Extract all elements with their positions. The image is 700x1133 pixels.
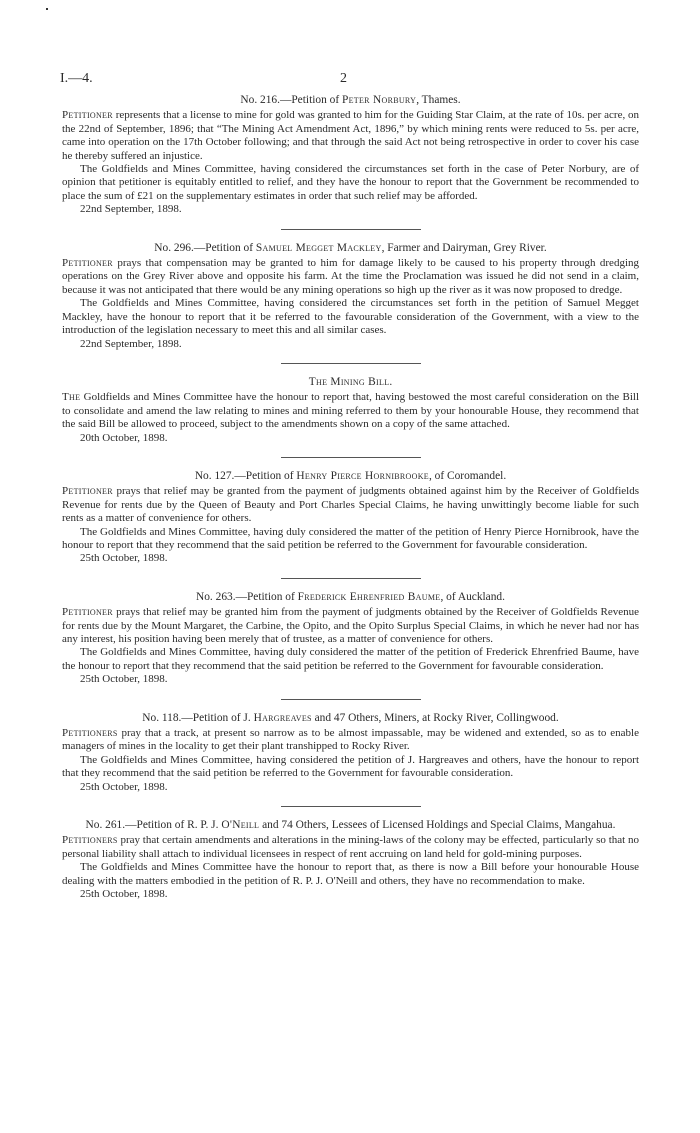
committee-report: The Goldfields and Mines Committee have the honour to report that, as there is now a Bill before your honourable House dealing with the matters embodied in the petition of R. P. J. O'Neill and others, they have no recommendation to make. xyxy=(62,861,639,887)
section-divider xyxy=(281,578,421,579)
report-date: 20th October, 1898. xyxy=(80,431,168,444)
section-title: No. 263.—Petition of Frederick Ehrenfried Baume, of Auckland. xyxy=(196,590,505,603)
petition-118 xyxy=(62,712,639,794)
section-divider xyxy=(281,229,421,230)
petition-statement: Petitioner prays that relief may be granted from the payment of judgments obtained against him by the Receiver of Goldfields Revenue for rents due by the Queen of Beauty and Port Charles Special Claims, he having unwittingly become liable for such rents as a matter of convenience for others. xyxy=(62,485,640,525)
section-divider xyxy=(281,363,421,364)
petition-statement: Petitioners pray that certain amendments and alterations in the mining-laws of the colony may be effected, particularly so that no personal liability shall attach to individual licensees in respect of rent accruing on land held for gold-mining purposes. xyxy=(62,834,640,860)
section-title: No. 118.—Petition of J. Hargreaves and 47 Others, Miners, at Rocky River, Collingwood. xyxy=(142,711,559,724)
document-reference: I.—4. xyxy=(60,71,93,86)
section-divider xyxy=(281,699,421,700)
petition-296 xyxy=(62,242,639,351)
committee-report: The Goldfields and Mines Committee, having duly considered the matter of the petition of Henry Pierce Hornibrook, have the honour to report that they recommend that the said petition be referred to the Government for favourable consideration. xyxy=(62,525,639,551)
committee-report: The Goldfields and Mines Committee, having considered the circumstances set forth in the case of Peter Norbury, are of opinion that petitioner is equitably entitled to relief, and they have the honour to report that the Government be recommended to place the sum of £21 on the supplementary estimates in order that such relief may be afforded. xyxy=(62,163,639,202)
petition-216 xyxy=(62,94,639,217)
section-divider xyxy=(281,806,421,807)
report-date: 22nd September, 1898. xyxy=(80,337,182,350)
petition-statement: Petitioner prays that compensation may be granted to him for damage likely to be caused to his property through dredging operations on the Grey River above and opposite his farm. At the time the Proclamation was issued he did not send in a claim, because it was not anticipated that there would be any mining operations so high up the river as it was now proposed to dredge. xyxy=(62,257,639,296)
report-date: 25th October, 1898. xyxy=(80,552,168,565)
report-date: 22nd September, 1898. xyxy=(80,203,182,216)
petition-statement: Petitioner prays that relief may be granted him from the payment of judgments obtained by the Receiver of Goldfields Revenue for rents due by the Mount Margaret, the Carbine, the Opito, and the Opito Surplus Special Claims, in which he never had nor has any interest, his position having been merely that of trustee, as a matter of convenience for others. xyxy=(62,606,640,645)
running-header xyxy=(62,72,639,94)
petition-statement: Petitioner represents that a license to mine for gold was granted to him for the Guiding Star Claim, at the rate of 10s. per acre, on the 22nd of September, 1896; that “The Mining Act Amendment Act, 1896,” by which mining rents were reduced to 5s. per acre, came into operation on the 17th October following; and that through the said Act not being retrospective in order to cover his case he thereby suffered an injustice. xyxy=(62,109,640,162)
petition-statement: Petitioners pray that a track, at present so narrow as to be almost impassable, may be widened and extended, so as to enable managers of mines in the locality to get their plant transhipped to Rocky River. xyxy=(62,727,639,753)
report-date: 25th October, 1898. xyxy=(80,888,168,901)
document-page xyxy=(62,0,639,902)
page-number: 2 xyxy=(340,71,347,86)
section-title: No. 296.—Petition of Samuel Megget Mackley, Farmer and Dairyman, Grey River. xyxy=(154,241,547,254)
petition-127 xyxy=(62,470,639,566)
section-divider xyxy=(281,457,421,458)
mining-bill xyxy=(62,376,639,445)
petition-261 xyxy=(62,819,639,901)
section-title: No. 261.—Petition of R. P. J. O'Neill and 74 Others, Lessees of Licensed Holdings and Special Claims, Mangahua. xyxy=(85,819,616,832)
committee-report: The Goldfields and Mines Committee, having considered the circumstances set forth in the petition of Samuel Megget Mackley, have the honour to report that it be referred to the favourable consideration of the Government, with a view to the introduction of the legislation necessary to meet this and all similar cases. xyxy=(62,297,639,337)
committee-report: The Goldfields and Mines Committee, having duly considered the matter of the petition of Frederick Ehrenfried Baume, have the honour to report that they recommend that the said petition be referred to the Government for favourable consideration. xyxy=(62,646,639,672)
report-date: 25th October, 1898. xyxy=(80,673,168,686)
report-date: 25th October, 1898. xyxy=(80,780,168,793)
section-title: No. 127.—Petition of Henry Pierce Hornibrooke, of Coromandel. xyxy=(194,469,507,482)
section-title: The Mining Bill. xyxy=(308,375,393,388)
committee-report: The Goldfields and Mines Committee, having considered the petition of J. Hargreaves and others, have the honour to report that they recommend that the said petition be referred to the Government for favourable consideration. xyxy=(62,753,639,780)
stray-mark xyxy=(46,8,48,10)
committee-report: The Goldfields and Mines Committee have the honour to report that, having bestowed the most careful consideration on the Bill to consolidate and amend the law relating to mines and mining referred to them by your honourable House, they recommend that the said Bill be allowed to proceed, subject to the amendments shown on a copy of the same attached. xyxy=(62,391,639,431)
section-title: No. 216.—Petition of Peter Norbury, Thames. xyxy=(240,94,461,106)
petition-263 xyxy=(62,591,639,687)
